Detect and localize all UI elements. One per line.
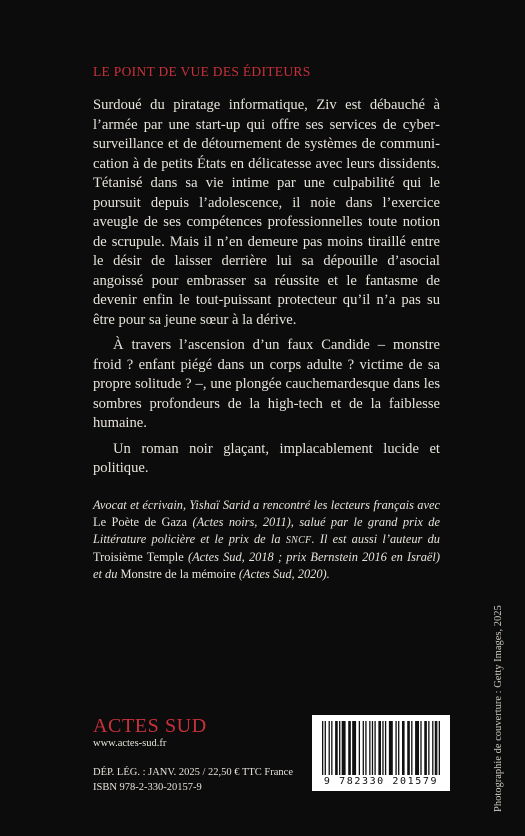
barcode-bar [420, 721, 421, 775]
legal-info [93, 765, 293, 795]
barcode-bar [424, 721, 427, 775]
section-heading: LE POINT DE VUE DES ÉDITEURS [93, 64, 311, 79]
barcode-bar [325, 721, 326, 775]
publisher-logo: ACTES SUD [93, 715, 207, 737]
synopsis-paragraph-3: Un roman noir glaçant, implacablement lucide et politique. [93, 440, 440, 476]
barcode-bar [322, 721, 323, 775]
barcode-bar [335, 721, 338, 775]
barcode-bar [432, 721, 433, 775]
synopsis [93, 96, 440, 485]
barcode [312, 715, 450, 791]
barcode-bar [436, 721, 437, 775]
barcode-bar [359, 721, 360, 775]
legal-deposit-price: DÉP. LÉG. : JANV. 2025 / 22,50 € TTC France [93, 767, 293, 778]
barcode-bar [382, 721, 383, 775]
isbn: ISBN 978-2-330-20157-9 [93, 782, 202, 793]
barcode-bar [342, 721, 346, 775]
author-bio [93, 497, 440, 583]
barcode-bar [428, 721, 429, 775]
photo-credit: Photographie de couverture : Getty Images, 2025 [493, 605, 504, 812]
barcode-bars [322, 721, 440, 775]
barcode-bar [439, 721, 440, 775]
barcode-bar [385, 721, 386, 775]
bio-text-5: (Actes Sud, 2020). [235, 567, 330, 582]
barcode-bar [352, 721, 356, 775]
bio-book-title-3: Monstre de la mémoire [120, 567, 236, 582]
bio-text-4: (Actes Sud, 2018 ; prix Bernstein 2016 en Israël) et du [93, 550, 440, 582]
barcode-bar [372, 721, 373, 775]
barcode-bar [363, 721, 364, 775]
barcode-bar [374, 721, 375, 775]
barcode-bar [369, 721, 370, 775]
barcode-bar [339, 721, 340, 775]
bio-text-2: (Actes noirs, 2011), salué par le grand prix de Littérature policière et le prix de la [93, 515, 440, 547]
barcode-bar [398, 721, 399, 775]
barcode-digits: 9 782330 201579 [323, 776, 439, 787]
barcode-bar [348, 721, 351, 775]
barcode-bar [411, 721, 412, 775]
barcode-bar [435, 721, 436, 775]
bio-book-title-1: Le Poète de Gaza [93, 515, 188, 530]
barcode-bar [378, 721, 381, 775]
barcode-bar [331, 721, 332, 775]
barcode-bar [407, 721, 410, 775]
synopsis-paragraph-1: Surdoué du piratage informatique, Ziv est débauché à l’armée par une start-up qui offre ses services de cybersurveillance et de détournement de systèmes de communication à de petits États en délicatesse avec leurs dissidents. Tétanisé dans sa vie intime par une culpabilité qui le poursuit depuis l’adolescence, il noie dans l’exercice aveugle de ses compétences professionnelles toute notion de scrupule. Mais il n’en demeure pas moins tiraillé entre le désir de laisser derrière lui sa dépouille d’asocial angoissé pour embrasser sa réussite et le fantasme de devenir enfin le tout-puissant protecteur qu’il n’a pas su être pour sa jeune sœur à la dérive. [93, 97, 440, 328]
barcode-bar [365, 721, 366, 775]
barcode-bar [402, 721, 405, 775]
bio-text-3: . Il est aussi l’auteur du [311, 532, 440, 547]
bio-text-1: Avocat et écrivain, Yishaï Sarid a rencontré les lecteurs français avec [93, 498, 440, 512]
barcode-bar [389, 721, 393, 775]
barcode-bar [415, 721, 419, 775]
barcode-bar [329, 721, 330, 775]
bio-sncf: SNCF [285, 535, 312, 547]
synopsis-paragraph-2: À travers l’ascension d’un faux Candide – monstre froid ? enfant piégé dans un corps adulte ? victime de sa propre solitude ? –, une plongée cauchemardesque dans les sombres profondeurs de la high-tech et de la faiblesse humaine. [93, 337, 440, 431]
barcode-bar [395, 721, 396, 775]
publisher-url: www.actes-sud.fr [93, 738, 167, 749]
bio-book-title-2: Troisième Temple [93, 550, 184, 565]
